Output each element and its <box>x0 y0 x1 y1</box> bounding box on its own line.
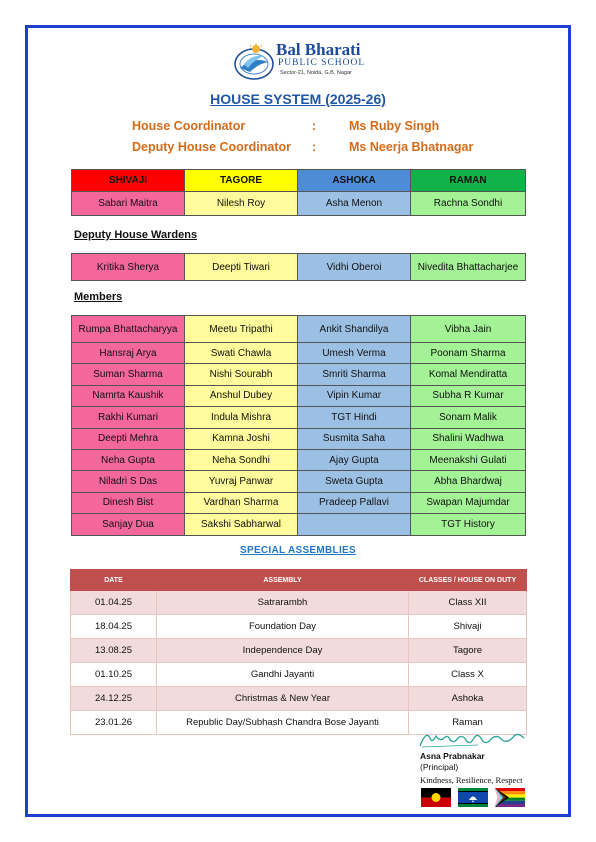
deputy-coordinator-separator: : <box>312 140 317 154</box>
member-row <box>72 343 526 364</box>
assembly-date: 01.10.25 <box>71 663 157 687</box>
assembly-row <box>71 663 527 687</box>
assembly-name: Foundation Day <box>157 615 409 639</box>
member-ashoka: Sweta Gupta <box>298 471 411 492</box>
member-shivaji: Sanjay Dua <box>72 514 185 535</box>
member-ashoka: Ajay Gupta <box>298 449 411 470</box>
member-ashoka <box>298 514 411 535</box>
member-raman: Shalini Wadhwa <box>411 428 526 449</box>
member-shivaji: Rumpa Bhattacharyya <box>72 316 185 343</box>
member-shivaji: Rakhi Kumari <box>72 407 185 428</box>
special-assemblies-title: SPECIAL ASSEMBLIES <box>240 545 356 556</box>
member-shivaji: Dinesh Bist <box>72 492 185 513</box>
member-raman: Komal Mendiratta <box>411 364 526 385</box>
member-tagore: Yuvraj Panwar <box>185 471 298 492</box>
assembly-name: Independence Day <box>157 639 409 663</box>
member-shivaji: Hansraj Arya <box>72 343 185 364</box>
header-duty: CLASSES / HOUSE ON DUTY <box>409 570 527 591</box>
member-ashoka: Smriti Sharma <box>298 364 411 385</box>
member-shivaji: Niladri S Das <box>72 471 185 492</box>
member-row <box>72 428 526 449</box>
deputy-wardens-table <box>71 253 526 281</box>
assembly-name: Republic Day/Subhash Chandra Bose Jayanti <box>157 711 409 735</box>
member-row <box>72 407 526 428</box>
assembly-duty: Class X <box>409 663 527 687</box>
school-name: Bal Bharati <box>276 40 361 59</box>
header-date: DATE <box>71 570 157 591</box>
member-raman: Poonam Sharma <box>411 343 526 364</box>
member-tagore: Anshul Dubey <box>185 385 298 406</box>
member-row <box>72 364 526 385</box>
member-raman: Swapan Majumdar <box>411 492 526 513</box>
member-tagore: Neha Sondhi <box>185 449 298 470</box>
member-row <box>72 449 526 470</box>
member-ashoka: Umesh Verma <box>298 343 411 364</box>
member-shivaji: Namrta Kaushik <box>72 385 185 406</box>
coordinator-separator: : <box>312 119 317 133</box>
assembly-date: 23.01.26 <box>71 711 157 735</box>
warden-tagore: Nilesh Roy <box>185 192 298 216</box>
member-shivaji: Suman Sharma <box>72 364 185 385</box>
deputy-warden-raman: Nivedita Bhattacharjee <box>411 254 526 281</box>
house-header-row <box>72 170 526 192</box>
member-raman: Vibha Jain <box>411 316 526 343</box>
special-assemblies-header-row <box>71 570 527 591</box>
principal-title: (Principal) <box>420 762 459 772</box>
warden-row <box>72 192 526 216</box>
assembly-date: 01.04.25 <box>71 591 157 615</box>
member-raman: Abha Bhardwaj <box>411 471 526 492</box>
member-row <box>72 471 526 492</box>
assembly-row <box>71 687 527 711</box>
member-tagore: Nishi Sourabh <box>185 364 298 385</box>
member-ashoka: TGT Hindi <box>298 407 411 428</box>
principal-name: Asna Prabnakar <box>420 751 485 761</box>
warden-raman: Rachna Sondhi <box>411 192 526 216</box>
member-tagore: Vardhan Sharma <box>185 492 298 513</box>
school-address: Sector-21, Noida, G.B. Nagar <box>280 70 352 76</box>
torres-strait-flag-icon <box>458 788 488 807</box>
assembly-duty: Raman <box>409 711 527 735</box>
assembly-duty: Tagore <box>409 639 527 663</box>
assembly-name: Satrarambh <box>157 591 409 615</box>
coordinator-name: Ms Ruby Singh <box>349 119 440 133</box>
members-heading: Members <box>74 291 123 303</box>
member-row <box>72 492 526 513</box>
deputy-coordinator-name: Ms Neerja Bhatnagar <box>349 140 474 154</box>
member-tagore: Kamna Joshi <box>185 428 298 449</box>
header-assembly: ASSEMBLY <box>157 570 409 591</box>
page-title: HOUSE SYSTEM (2025-26) <box>210 91 386 107</box>
principal-signature <box>418 728 528 750</box>
house-header-ashoka: ASHOKA <box>298 170 411 192</box>
member-raman: Meenakshi Gulati <box>411 449 526 470</box>
assembly-row <box>71 639 527 663</box>
special-assemblies-table <box>70 569 527 735</box>
assembly-row <box>71 591 527 615</box>
progress-pride-flag-icon <box>495 788 525 807</box>
principal-block <box>420 751 485 773</box>
assembly-duty: Ashoka <box>409 687 527 711</box>
assembly-duty: Class XII <box>409 591 527 615</box>
deputy-warden-row <box>72 254 526 281</box>
house-header-tagore: TAGORE <box>185 170 298 192</box>
aboriginal-flag-icon <box>421 788 451 807</box>
members-table <box>71 315 526 536</box>
deputy-wardens-heading: Deputy House Wardens <box>74 229 198 241</box>
assembly-row <box>71 615 527 639</box>
member-tagore: Indula Mishra <box>185 407 298 428</box>
deputy-coordinator-role: Deputy House Coordinator <box>132 140 292 154</box>
member-ashoka: Pradeep Pallavi <box>298 492 411 513</box>
house-wardens-table <box>71 169 526 216</box>
assembly-name: Christmas & New Year <box>157 687 409 711</box>
member-ashoka: Ankit Shandilya <box>298 316 411 343</box>
assembly-duty: Shivaji <box>409 615 527 639</box>
house-header-shivaji: SHIVAJI <box>72 170 185 192</box>
assembly-date: 24.12.25 <box>71 687 157 711</box>
member-tagore: Meetu Tripathi <box>185 316 298 343</box>
deputy-warden-ashoka: Vidhi Oberoi <box>298 254 411 281</box>
assembly-name: Gandhi Jayanti <box>157 663 409 687</box>
school-logo <box>232 40 372 84</box>
member-shivaji: Neha Gupta <box>72 449 185 470</box>
house-header-raman: RAMAN <box>411 170 526 192</box>
member-raman: Sonam Malik <box>411 407 526 428</box>
deputy-warden-shivaji: Kritika Sherya <box>72 254 185 281</box>
member-ashoka: Vipin Kumar <box>298 385 411 406</box>
member-raman: TGT History <box>411 514 526 535</box>
school-subtitle: PUBLIC SCHOOL <box>278 58 366 68</box>
assembly-date: 18.04.25 <box>71 615 157 639</box>
member-row <box>72 514 526 535</box>
member-tagore: Sakshi Sabharwal <box>185 514 298 535</box>
school-logo-icon <box>232 42 276 82</box>
warden-ashoka: Asha Menon <box>298 192 411 216</box>
member-row <box>72 316 526 343</box>
member-raman: Subha R Kumar <box>411 385 526 406</box>
school-motto: Kindness, Resilience, Respect <box>420 775 523 785</box>
assembly-date: 13.08.25 <box>71 639 157 663</box>
deputy-warden-tagore: Deepti Tiwari <box>185 254 298 281</box>
member-ashoka: Susmita Saha <box>298 428 411 449</box>
warden-shivaji: Sabari Maitra <box>72 192 185 216</box>
member-tagore: Swati Chawla <box>185 343 298 364</box>
member-shivaji: Deepti Mehra <box>72 428 185 449</box>
member-row <box>72 385 526 406</box>
coordinator-role: House Coordinator <box>132 119 246 133</box>
